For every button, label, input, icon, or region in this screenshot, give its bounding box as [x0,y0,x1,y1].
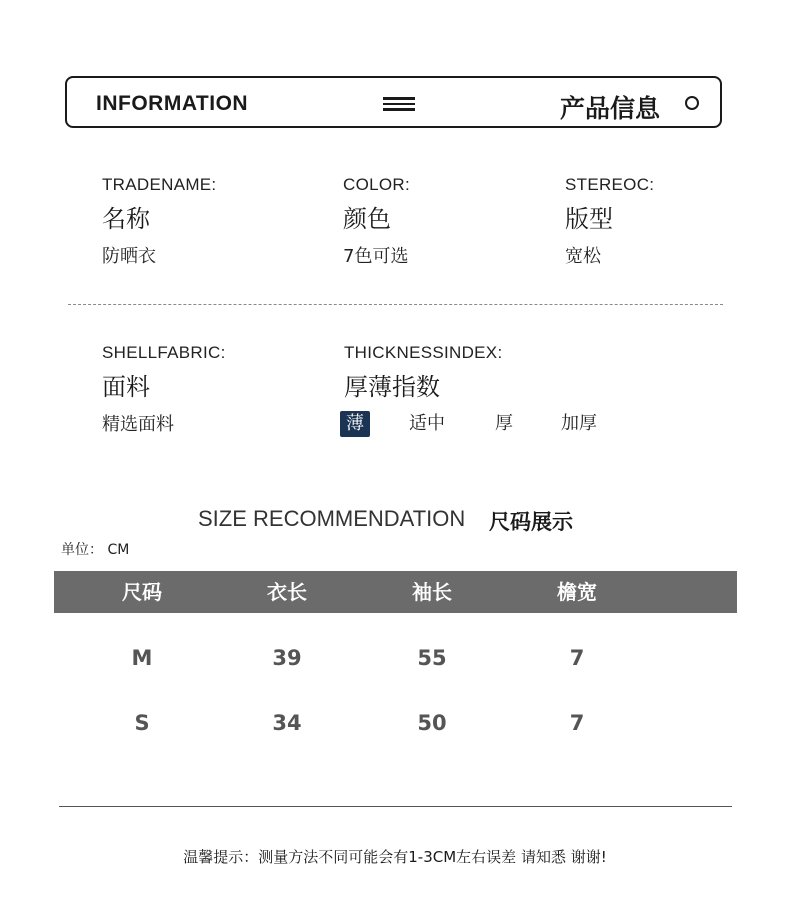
unit-label: 单位： CM [61,542,130,558]
bottom-divider [59,806,732,807]
info-color [343,175,410,268]
header-sleeve: 袖长 [412,580,452,604]
color-label-en: COLOR: [343,175,410,194]
stereoc-value: 宽松 [565,246,601,267]
header-length: 衣长 [267,580,307,604]
header-size: 尺码 [122,580,162,604]
thickness-option-extra-thick: 加厚 [561,413,597,434]
info-stereoc [565,175,654,268]
stereoc-label-en: STEREOC: [565,175,655,194]
table-row [54,703,737,743]
stereoc-label-cn: 版型 [565,205,613,233]
info-thickness [344,343,502,402]
cell-brim: 7 [569,711,585,735]
info-header [65,76,722,128]
tradename-label-en: TRADENAME: [102,175,217,194]
cell-length: 34 [272,711,302,735]
size-table-header [54,571,737,613]
info-tradename [102,175,216,268]
header-brim: 檐宽 [557,580,597,604]
dashed-divider [68,304,723,305]
shellfabric-label-en: SHELLFABRIC: [102,343,226,362]
header-title-en: INFORMATION [96,92,249,115]
header-title-cn: 产品信息 [560,94,661,123]
cell-size: M [131,646,153,670]
size-title-en: SIZE RECOMMENDATION [198,506,466,531]
tradename-value: 防晒衣 [102,246,156,267]
shellfabric-value: 精选面料 [102,414,174,435]
color-label-cn: 颜色 [343,205,391,233]
circle-icon [685,96,699,110]
shellfabric-label-cn: 面料 [102,373,150,401]
cell-sleeve: 55 [417,646,447,670]
thickness-option-thin: 薄 [340,411,370,437]
thickness-label-cn: 厚薄指数 [344,373,440,401]
menu-icon [383,97,415,111]
thickness-label-en: THICKNESSINDEX: [344,343,503,362]
thickness-option-medium: 适中 [409,413,445,434]
cell-sleeve: 50 [417,711,447,735]
measurement-note: 温馨提示：测量方法不同可能会有1-3CM左右误差 请知悉 谢谢! [183,848,607,866]
table-row [54,638,737,678]
info-shellfabric [102,343,226,436]
cell-size: S [134,711,150,735]
thickness-option-thick: 厚 [495,413,513,434]
cell-length: 39 [272,646,302,670]
tradename-label-cn: 名称 [102,205,150,233]
cell-brim: 7 [569,646,585,670]
size-title-cn: 尺码展示 [489,510,573,534]
color-value: 7色可选 [343,246,409,267]
